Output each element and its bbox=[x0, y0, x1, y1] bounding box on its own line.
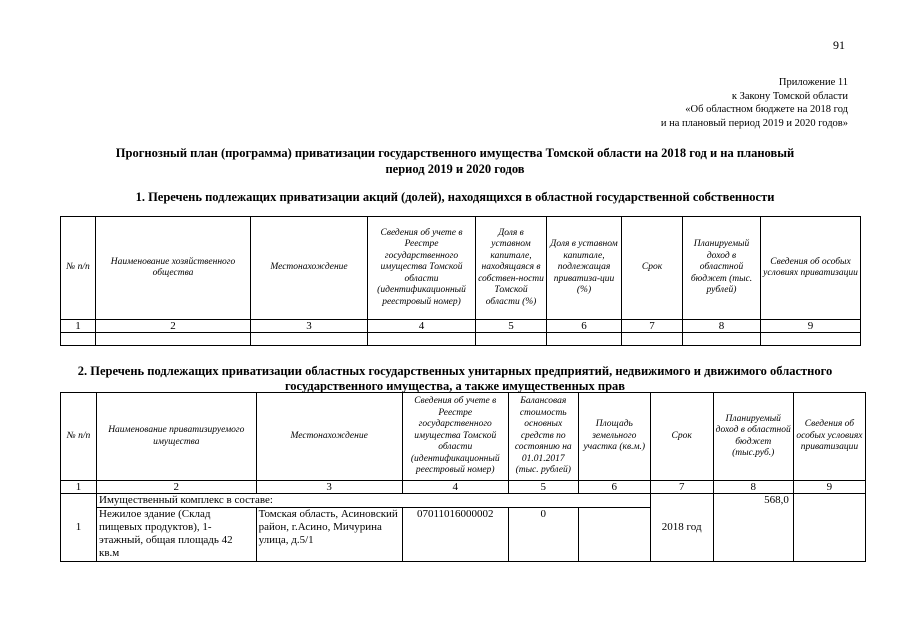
table-header-row bbox=[61, 217, 861, 320]
column-number: 3 bbox=[251, 320, 368, 333]
header-cell: Доля в уставном капитале, подлежащая приватиза-ции (%) bbox=[547, 217, 622, 320]
table-cell bbox=[96, 333, 251, 346]
table-header-row bbox=[61, 393, 866, 481]
column-number: 4 bbox=[368, 320, 476, 333]
section-1-title: 1. Перечень подлежащих приватизации акций (долей), находящихся в областной государственной собственности bbox=[135, 190, 775, 204]
appendix-line: «Об областном бюджете на 2018 год bbox=[685, 104, 848, 115]
header-cell: Местонахождение bbox=[251, 217, 368, 320]
column-number: 2 bbox=[97, 481, 257, 494]
header-cell: Местонахождение bbox=[256, 393, 402, 481]
column-number: 6 bbox=[547, 320, 622, 333]
table-cell bbox=[61, 333, 96, 346]
column-number: 5 bbox=[508, 481, 578, 494]
appendix-note bbox=[548, 76, 848, 130]
table-row-empty bbox=[61, 333, 861, 346]
property-location: Томская область, Асиновский район, г.Асино, Мичурина улица, д.5/1 bbox=[256, 508, 402, 562]
table-cell bbox=[368, 333, 476, 346]
column-number: 8 bbox=[683, 320, 761, 333]
header-cell: Срок bbox=[622, 217, 683, 320]
table-cell bbox=[547, 333, 622, 346]
column-number: 1 bbox=[61, 481, 97, 494]
income-cell: 568,0 bbox=[713, 494, 793, 562]
header-cell: Доля в уставном капитале, находящаяся в собствен-ности Томской области (%) bbox=[476, 217, 547, 320]
table-cell bbox=[476, 333, 547, 346]
term-cell: 2018 год bbox=[650, 494, 713, 562]
header-cell: Сведения об особых условиях приватизации bbox=[793, 393, 865, 481]
header-cell: Площадь земельного участка (кв.м.) bbox=[578, 393, 650, 481]
table-cell bbox=[761, 333, 861, 346]
column-number: 4 bbox=[402, 481, 508, 494]
table-cell bbox=[251, 333, 368, 346]
page-number: 91 bbox=[833, 38, 845, 52]
column-number: 8 bbox=[713, 481, 793, 494]
header-cell: № п/п bbox=[61, 393, 97, 481]
title-line: государственного имущества, а также имущественных прав bbox=[284, 379, 626, 393]
column-number: 9 bbox=[793, 481, 865, 494]
column-number: 9 bbox=[761, 320, 861, 333]
column-number: 3 bbox=[256, 481, 402, 494]
header-cell: Наименование хозяйственного общества bbox=[96, 217, 251, 320]
appendix-line: к Закону Томской области bbox=[731, 90, 848, 102]
property-table bbox=[60, 392, 866, 562]
title-line: 2. Перечень подлежащих приватизации областных государственных унитарных предприятий, недвижимого и движимого областного bbox=[77, 364, 833, 378]
conditions-cell bbox=[793, 494, 865, 562]
column-number: 7 bbox=[622, 320, 683, 333]
registry-number: 07011016000002 bbox=[402, 508, 508, 562]
column-number-row bbox=[61, 481, 866, 494]
column-number: 1 bbox=[61, 320, 96, 333]
table-cell bbox=[683, 333, 761, 346]
header-cell: Наименование приватизируемого имущества bbox=[97, 393, 257, 481]
header-cell: № п/п bbox=[61, 217, 96, 320]
row-number: 1 bbox=[61, 494, 97, 562]
header-cell: Сведения об учете в Реестре государственного имущества Томской области (идентификационный реестровый номер) bbox=[402, 393, 508, 481]
column-number: 6 bbox=[578, 481, 650, 494]
header-cell: Планируемый доход в областной бюджет (тыс. рублей) bbox=[683, 217, 761, 320]
appendix-line: и на плановый период 2019 и 2020 годов» bbox=[660, 117, 848, 129]
title-line: Прогнозный план (программа) приватизации государственного имущества Томской области на 2018 год и на плановый bbox=[115, 146, 795, 160]
table-row-complex bbox=[61, 494, 866, 508]
column-number: 5 bbox=[476, 320, 547, 333]
appendix-line: Приложение 11 bbox=[778, 77, 848, 88]
title-line: период 2019 и 2020 годов bbox=[385, 161, 525, 176]
header-cell: Сведения об особых условиях приватизации bbox=[761, 217, 861, 320]
complex-description: Имущественный комплекс в составе: bbox=[97, 494, 651, 508]
column-number-row bbox=[61, 320, 861, 333]
header-cell: Сведения об учете в Реестре государственного имущества Томской области (идентификационный реестровый номер) bbox=[368, 217, 476, 320]
property-name: Нежилое здание (Склад пищевых продуктов), 1-этажный, общая площадь 42 кв.м bbox=[97, 508, 257, 562]
balance-value: 0 bbox=[508, 508, 578, 562]
column-number: 7 bbox=[650, 481, 713, 494]
header-cell: Срок bbox=[650, 393, 713, 481]
header-cell: Балансовая стоимость основных средств по состоянию на 01.01.2017 (тыс. рублей) bbox=[508, 393, 578, 481]
shares-table bbox=[60, 216, 861, 346]
header-cell: Планируемый доход в областной бюджет (тыс.руб.) bbox=[713, 393, 793, 481]
column-number: 2 bbox=[96, 320, 251, 333]
section-2-title bbox=[60, 364, 850, 394]
document-title bbox=[60, 146, 850, 177]
table-cell bbox=[622, 333, 683, 346]
land-area bbox=[578, 508, 650, 562]
